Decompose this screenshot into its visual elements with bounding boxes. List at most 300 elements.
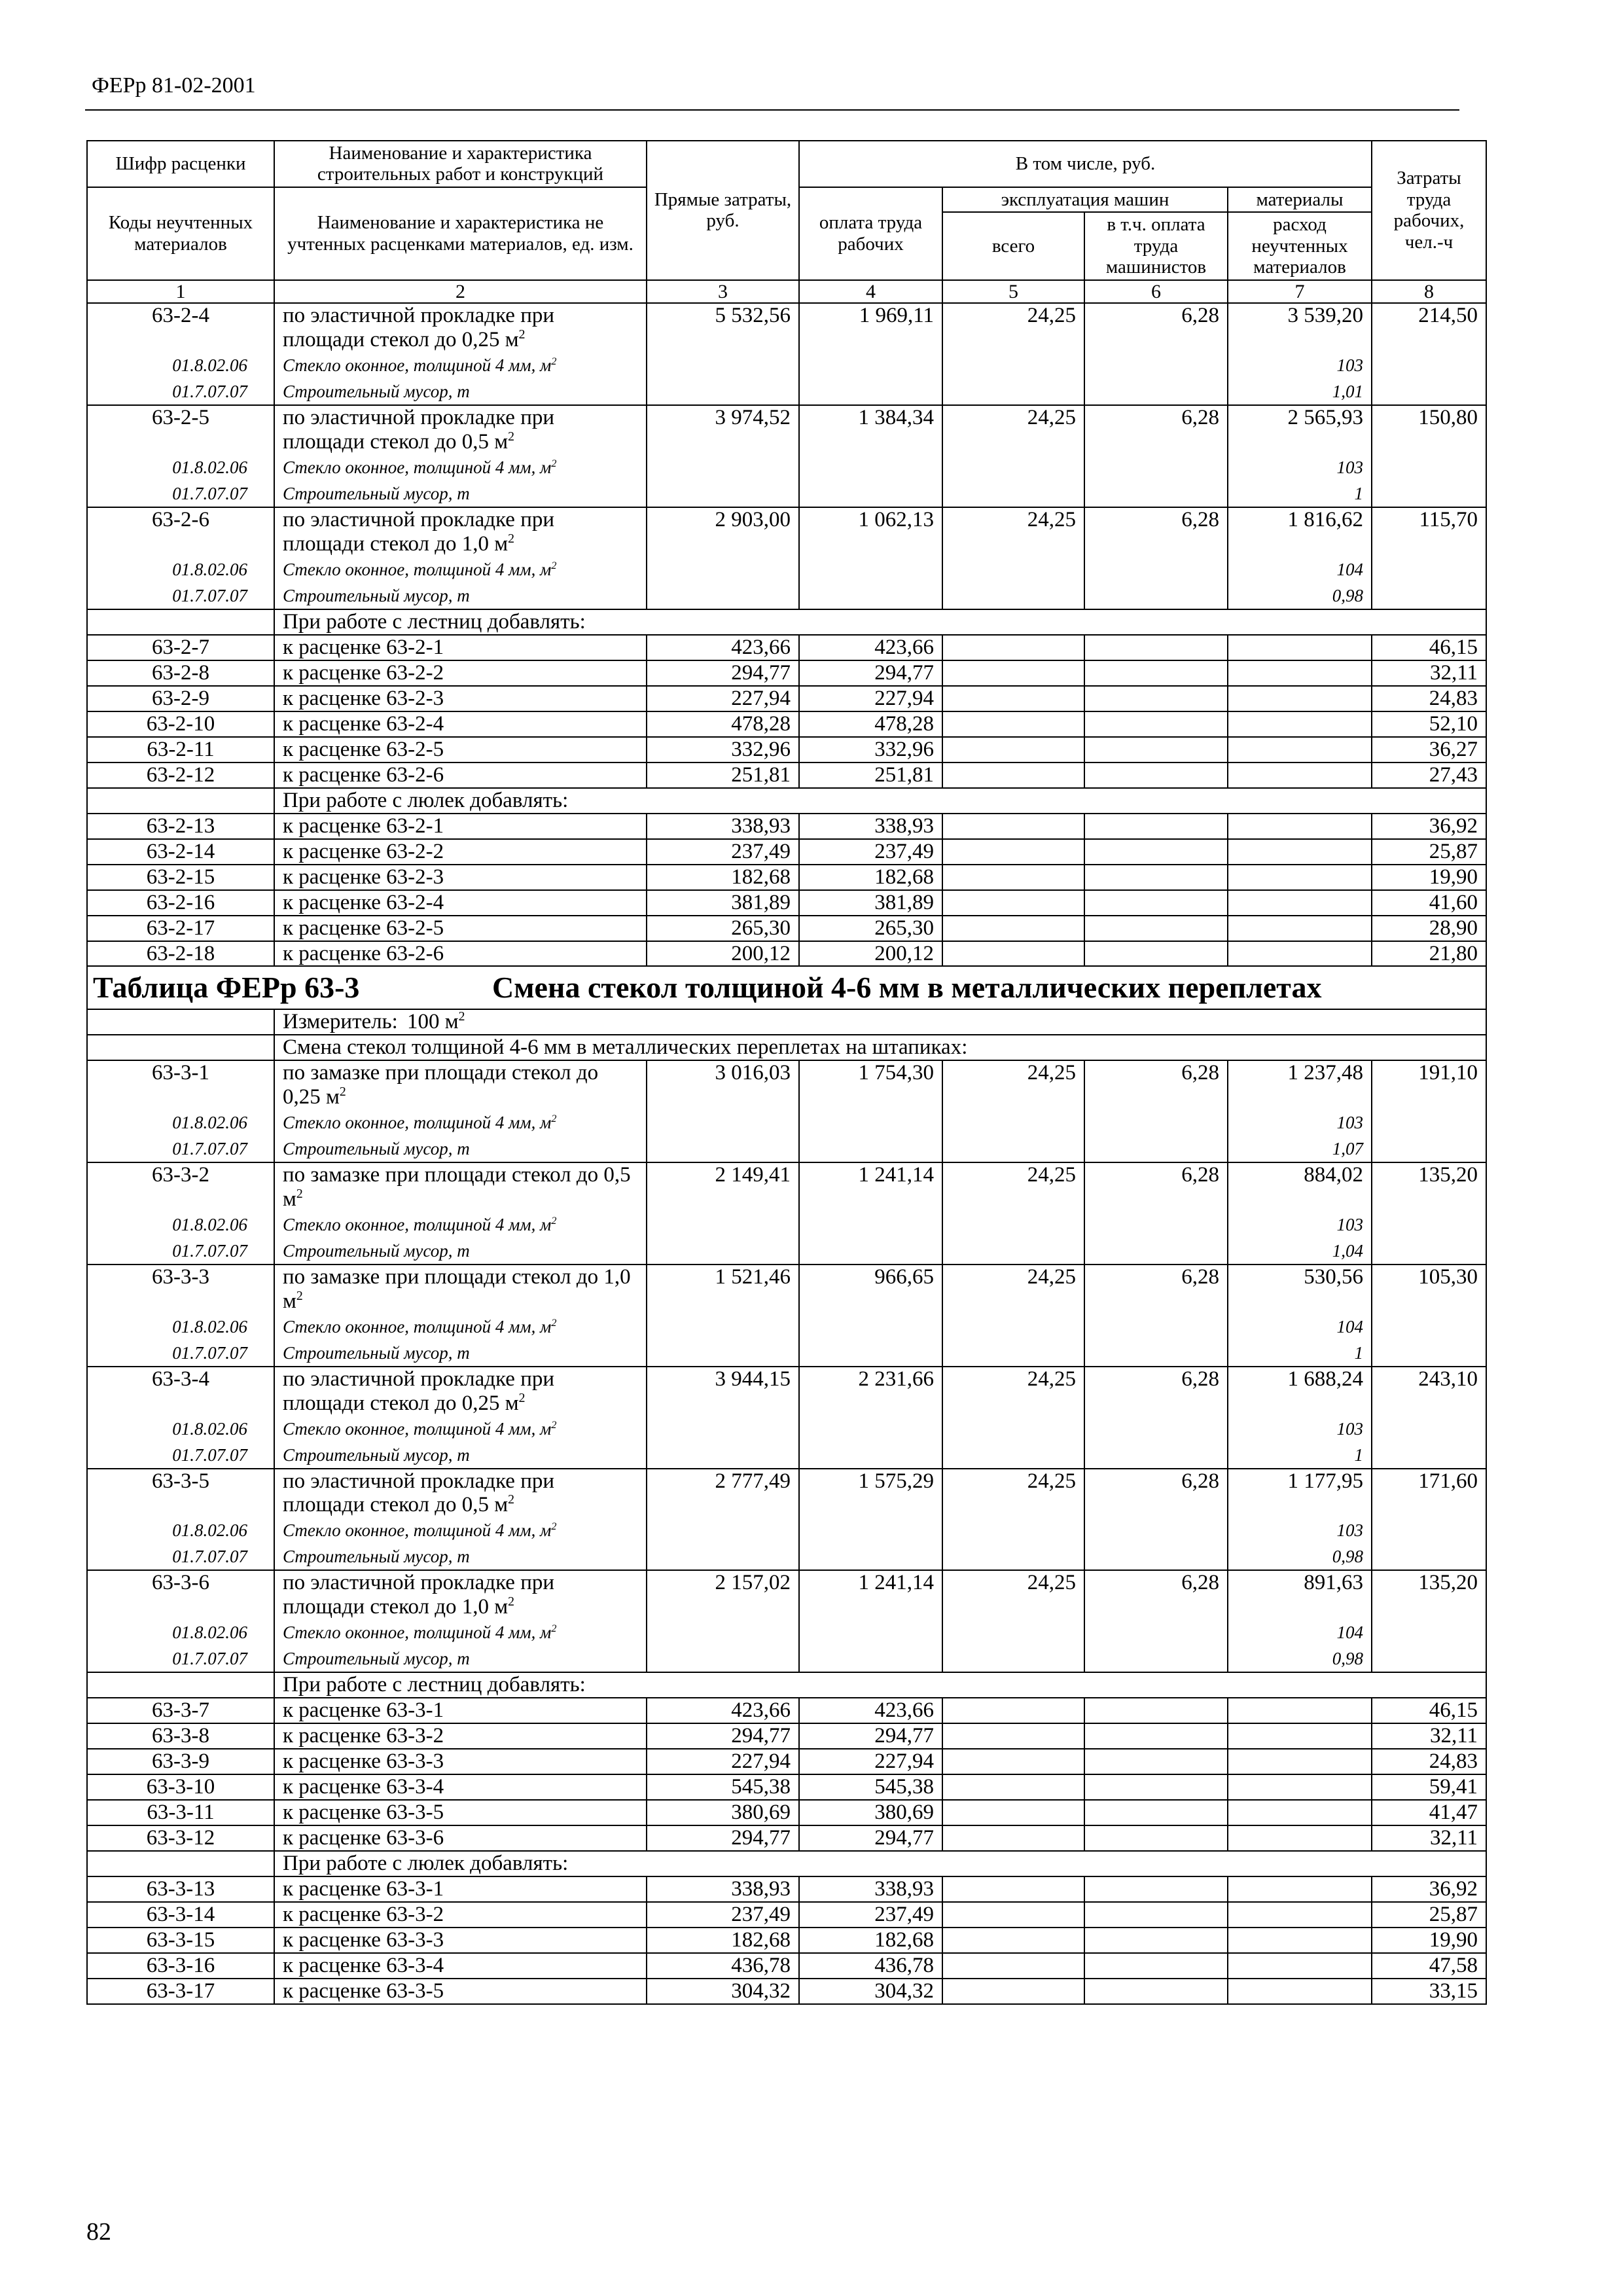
labor-pay: 1 575,29 [799,1469,942,1518]
empty-cell [87,1672,274,1698]
empty-cell [1084,711,1228,737]
superscript-two: 2 [508,531,515,547]
superscript-two: 2 [518,327,526,342]
rate-row [87,1060,1486,1109]
material-row [87,1517,1486,1543]
empty-cell [942,1238,1084,1265]
material-name-text: Стекло оконное, толщиной 4 мм, м [283,457,552,478]
rate-code: 63-3-16 [87,1953,274,1979]
empty-cell [1084,1416,1228,1442]
empty-cell [647,1517,799,1543]
material-name [274,1442,647,1469]
material-name [274,556,647,583]
empty-cell [799,1416,942,1442]
material-code: 01.8.02.06 [87,1109,274,1136]
material-row [87,1238,1486,1265]
labor-hours: 19,90 [1372,865,1486,890]
addon-row [87,839,1486,865]
direct-cost: 237,49 [647,839,799,865]
col-num: 6 [1084,280,1228,304]
empty-cell [799,352,942,378]
labor-pay: 227,94 [799,1749,942,1774]
empty-cell [1372,1314,1486,1340]
material-code: 01.8.02.06 [87,556,274,583]
labor-hours: 115,70 [1372,507,1486,556]
group-label-row [87,788,1486,814]
labor-pay: 294,77 [799,1723,942,1749]
empty-cell [1084,1645,1228,1672]
empty-cell [942,454,1084,480]
table-title-cell [87,966,1486,1009]
empty-cell [942,1340,1084,1367]
labor-hours: 21,80 [1372,941,1486,967]
empty-cell [799,556,942,583]
rate-name [274,507,647,556]
labor-hours: 36,92 [1372,1876,1486,1902]
material-name-text: Стекло оконное, толщиной 4 мм, м [283,560,552,580]
labor-pay: 436,78 [799,1953,942,1979]
direct-cost: 200,12 [647,941,799,967]
direct-cost: 182,68 [647,865,799,890]
rate-name [274,1060,647,1109]
header-mat-codes: Коды неучтенных материалов [87,187,274,280]
empty-cell [942,635,1084,660]
header-rule [85,109,1459,111]
empty-cell [799,583,942,609]
empty-cell [1228,686,1372,711]
empty-cell [1084,1876,1228,1902]
empty-cell [1228,1979,1372,2004]
labor-pay: 237,49 [799,839,942,865]
material-name-text: Строительный мусор, т [283,484,470,504]
labor-pay: 381,89 [799,890,942,916]
superscript-two: 2 [551,1520,557,1533]
material-name-text: Стекло оконное, толщиной 4 мм, м [283,1112,552,1132]
col-num: 4 [799,280,942,304]
group-label-row [87,1851,1486,1876]
labor-hours: 25,87 [1372,839,1486,865]
material-name [274,1416,647,1442]
addon-row [87,1825,1486,1851]
empty-cell [1228,1698,1372,1723]
rate-code: 63-3-11 [87,1800,274,1825]
material-name [274,352,647,378]
rate-name: к расценке 63-3-6 [274,1825,647,1851]
empty-cell [942,1800,1084,1825]
empty-cell [1084,454,1228,480]
material-qty: 104 [1228,556,1372,583]
empty-cell [1372,1645,1486,1672]
addon-row [87,1979,1486,2004]
empty-cell [1084,1543,1228,1570]
empty-cell [1228,1902,1372,1928]
empty-cell [1084,635,1228,660]
header-labor-cost: Затраты труда рабочих, чел.-ч [1372,141,1486,280]
empty-cell [1084,762,1228,788]
labor-hours: 214,50 [1372,303,1486,352]
labor-hours: 32,11 [1372,660,1486,686]
material-row [87,1211,1486,1238]
empty-cell [1228,865,1372,890]
meter-value: 100 м [407,1009,459,1033]
empty-cell [647,1109,799,1136]
labor-hours: 24,83 [1372,1749,1486,1774]
empty-cell [942,839,1084,865]
superscript-two: 2 [551,560,557,572]
empty-cell [1084,916,1228,941]
machines-total: 24,25 [942,1265,1084,1314]
empty-cell [942,737,1084,762]
empty-cell [1084,378,1228,405]
material-name-text: Строительный мусор, т [283,382,470,402]
material-name [274,454,647,480]
empty-cell [1372,1109,1486,1136]
material-code: 01.7.07.07 [87,583,274,609]
material-qty: 103 [1228,1109,1372,1136]
empty-cell [87,609,274,635]
direct-cost: 294,77 [647,660,799,686]
rate-name: к расценке 63-2-3 [274,686,647,711]
rate-row [87,303,1486,352]
empty-cell [1372,454,1486,480]
material-name-text: Стекло оконное, толщиной 4 мм, м [283,355,552,376]
empty-cell [1228,1876,1372,1902]
labor-pay: 1 754,30 [799,1060,942,1109]
header-code: Шифр расценки [87,141,274,187]
empty-cell [1228,711,1372,737]
labor-pay: 380,69 [799,1800,942,1825]
materials-cost: 1 688,24 [1228,1367,1372,1416]
addon-row [87,1723,1486,1749]
empty-cell [1372,352,1486,378]
empty-cell [942,1825,1084,1851]
rate-name-text: по замазке при площади стекол до 0,25 м [283,1060,599,1109]
rate-code: 63-2-9 [87,686,274,711]
addon-row [87,737,1486,762]
material-name-text: Строительный мусор, т [283,1138,470,1158]
empty-cell [1084,660,1228,686]
empty-cell [942,1645,1084,1672]
empty-cell [1084,1749,1228,1774]
empty-cell [1084,1136,1228,1162]
labor-pay: 423,66 [799,635,942,660]
rate-name [274,1265,647,1314]
material-row [87,1109,1486,1136]
rate-name: к расценке 63-2-5 [274,916,647,941]
rate-row [87,507,1486,556]
machinists-pay: 6,28 [1084,303,1228,352]
rate-name: к расценке 63-2-4 [274,890,647,916]
material-row [87,480,1486,507]
empty-cell [1084,1340,1228,1367]
empty-cell [942,583,1084,609]
labor-hours: 59,41 [1372,1774,1486,1800]
machines-total: 24,25 [942,1570,1084,1619]
empty-cell [799,1136,942,1162]
direct-cost: 436,78 [647,1953,799,1979]
rate-name: к расценке 63-3-5 [274,1979,647,2004]
direct-cost: 265,30 [647,916,799,941]
meter-cell [274,1009,1486,1035]
material-qty: 103 [1228,1517,1372,1543]
empty-cell [799,1211,942,1238]
direct-cost: 1 521,46 [647,1265,799,1314]
material-row [87,1645,1486,1672]
empty-cell [647,352,799,378]
rate-name: к расценке 63-3-1 [274,1876,647,1902]
empty-cell [1372,378,1486,405]
empty-cell [1084,890,1228,916]
empty-cell [647,583,799,609]
machinists-pay: 6,28 [1084,1060,1228,1109]
superscript-two: 2 [508,429,515,444]
material-row [87,1314,1486,1340]
empty-cell [1084,583,1228,609]
addon-row [87,1928,1486,1953]
machinists-pay: 6,28 [1084,1367,1228,1416]
section-subtitle: Смена стекол толщиной 4-6 мм в металлических переплетах на штапиках: [274,1035,1486,1060]
empty-cell [799,1442,942,1469]
direct-cost: 227,94 [647,1749,799,1774]
material-name [274,1645,647,1672]
direct-cost: 294,77 [647,1825,799,1851]
empty-cell [1084,814,1228,839]
empty-cell [799,1517,942,1543]
col-num: 1 [87,280,274,304]
labor-pay: 1 384,34 [799,405,942,454]
empty-cell [647,454,799,480]
col-num: 7 [1228,280,1372,304]
material-code: 01.8.02.06 [87,352,274,378]
addon-row [87,941,1486,967]
meter-label: Измеритель: [283,1009,398,1033]
rate-code: 63-2-14 [87,839,274,865]
addon-row [87,814,1486,839]
empty-cell [1228,916,1372,941]
direct-cost: 304,32 [647,1979,799,2004]
direct-cost: 5 532,56 [647,303,799,352]
direct-cost: 182,68 [647,1928,799,1953]
labor-hours: 41,47 [1372,1800,1486,1825]
rate-name: к расценке 63-2-2 [274,839,647,865]
empty-cell [942,890,1084,916]
addon-row [87,660,1486,686]
labor-hours: 33,15 [1372,1979,1486,2004]
empty-cell [942,480,1084,507]
labor-hours: 47,58 [1372,1953,1486,1979]
empty-cell [1228,1774,1372,1800]
machinists-pay: 6,28 [1084,1469,1228,1518]
rate-row [87,1570,1486,1619]
material-qty: 103 [1228,352,1372,378]
empty-cell [942,1517,1084,1543]
empty-cell [647,1442,799,1469]
meter-row [87,1009,1486,1035]
material-name [274,1543,647,1570]
empty-cell [87,1851,274,1876]
empty-cell [647,1314,799,1340]
rate-name: к расценке 63-3-3 [274,1749,647,1774]
material-row [87,556,1486,583]
empty-cell [942,1136,1084,1162]
empty-cell [1084,1825,1228,1851]
rate-code: 63-3-6 [87,1570,274,1619]
rate-name [274,1162,647,1211]
labor-pay: 423,66 [799,1698,942,1723]
empty-cell [799,1109,942,1136]
rate-code: 63-3-13 [87,1876,274,1902]
empty-cell [1372,1543,1486,1570]
labor-pay: 1 241,14 [799,1570,942,1619]
rate-name: к расценке 63-2-1 [274,635,647,660]
material-name-text: Строительный мусор, т [283,1649,470,1669]
labor-pay: 332,96 [799,737,942,762]
col-num: 2 [274,280,647,304]
labor-pay: 2 231,66 [799,1367,942,1416]
rate-name [274,303,647,352]
header-mat-names: Наименование и характеристика не учтенных расценками материалов, ед. изм. [274,187,647,280]
direct-cost: 423,66 [647,1698,799,1723]
materials-cost: 530,56 [1228,1265,1372,1314]
empty-cell [647,1619,799,1645]
rate-code: 63-3-4 [87,1367,274,1416]
rate-row [87,1162,1486,1211]
rate-name-text: по эластичной прокладке при площади стекол до 0,5 м [283,1469,555,1517]
rate-code: 63-3-2 [87,1162,274,1211]
empty-cell [1372,1340,1486,1367]
empty-cell [1084,480,1228,507]
header-machines-total: всего [942,212,1084,279]
empty-cell [1228,890,1372,916]
direct-cost: 381,89 [647,890,799,916]
material-name-text: Строительный мусор, т [283,1444,470,1465]
material-code: 01.7.07.07 [87,480,274,507]
machines-total: 24,25 [942,405,1084,454]
empty-cell [942,1979,1084,2004]
empty-cell [1084,1314,1228,1340]
material-row [87,352,1486,378]
empty-cell [1228,1928,1372,1953]
empty-cell [1228,635,1372,660]
material-code: 01.8.02.06 [87,1619,274,1645]
addon-row [87,916,1486,941]
material-name [274,1340,647,1367]
empty-cell [942,941,1084,967]
empty-cell [1372,1619,1486,1645]
rate-code: 63-2-12 [87,762,274,788]
empty-cell [799,1314,942,1340]
material-qty: 1 [1228,1442,1372,1469]
material-row [87,1543,1486,1570]
rate-code: 63-2-17 [87,916,274,941]
material-row [87,1136,1486,1162]
labor-hours: 19,90 [1372,1928,1486,1953]
empty-cell [1084,1109,1228,1136]
material-row [87,583,1486,609]
superscript-two: 2 [551,355,557,368]
header-row-1 [87,141,1486,187]
material-qty: 0,98 [1228,1645,1372,1672]
addon-row [87,711,1486,737]
labor-pay: 338,93 [799,814,942,839]
labor-pay: 237,49 [799,1902,942,1928]
empty-cell [942,1774,1084,1800]
material-row [87,1340,1486,1367]
empty-cell [1084,1211,1228,1238]
direct-cost: 2 777,49 [647,1469,799,1518]
superscript-two: 2 [551,1214,557,1227]
column-numbers-row [87,280,1486,304]
header-including: В том числе, руб. [799,141,1372,187]
empty-cell [647,1340,799,1367]
col-num: 5 [942,280,1084,304]
empty-cell [1084,352,1228,378]
materials-cost: 2 565,93 [1228,405,1372,454]
empty-cell [1084,1774,1228,1800]
empty-cell [1084,1979,1228,2004]
empty-cell [647,1238,799,1265]
table-title-row [87,966,1486,1009]
machinists-pay: 6,28 [1084,1265,1228,1314]
material-qty: 1,07 [1228,1136,1372,1162]
material-qty: 1 [1228,1340,1372,1367]
rate-code: 63-3-14 [87,1902,274,1928]
empty-cell [942,660,1084,686]
rate-row [87,405,1486,454]
material-qty: 1,01 [1228,378,1372,405]
empty-cell [1084,1517,1228,1543]
empty-cell [1228,1800,1372,1825]
empty-cell [1228,1723,1372,1749]
page-number: 82 [86,2218,111,2246]
material-name-text: Строительный мусор, т [283,1342,470,1363]
superscript-two: 2 [458,1009,465,1024]
material-name-text: Стекло оконное, толщиной 4 мм, м [283,1214,552,1234]
addon-row [87,890,1486,916]
labor-hours: 24,83 [1372,686,1486,711]
rate-name-text: по замазке при площади стекол до 1,0 м [283,1265,631,1313]
labor-pay: 294,77 [799,660,942,686]
material-row [87,1442,1486,1469]
material-code: 01.7.07.07 [87,1442,274,1469]
empty-cell [647,1416,799,1442]
empty-cell [1228,1953,1372,1979]
labor-pay: 304,32 [799,1979,942,2004]
machinists-pay: 6,28 [1084,507,1228,556]
material-qty: 103 [1228,1211,1372,1238]
empty-cell [647,556,799,583]
rate-name: к расценке 63-2-3 [274,865,647,890]
labor-hours: 135,20 [1372,1162,1486,1211]
material-code: 01.7.07.07 [87,378,274,405]
rates-table [86,140,1487,2005]
header-direct: Прямые затраты, руб. [647,141,799,280]
labor-pay: 251,81 [799,762,942,788]
labor-hours: 105,30 [1372,1265,1486,1314]
labor-pay: 1 062,13 [799,507,942,556]
rate-code: 63-3-3 [87,1265,274,1314]
materials-cost: 1 177,95 [1228,1469,1372,1518]
material-name [274,1211,647,1238]
machinists-pay: 6,28 [1084,1162,1228,1211]
empty-cell [1084,1698,1228,1723]
empty-cell [1372,1211,1486,1238]
empty-cell [799,1619,942,1645]
group-label-row [87,609,1486,635]
empty-cell [942,378,1084,405]
direct-cost: 227,94 [647,686,799,711]
empty-cell [942,1543,1084,1570]
